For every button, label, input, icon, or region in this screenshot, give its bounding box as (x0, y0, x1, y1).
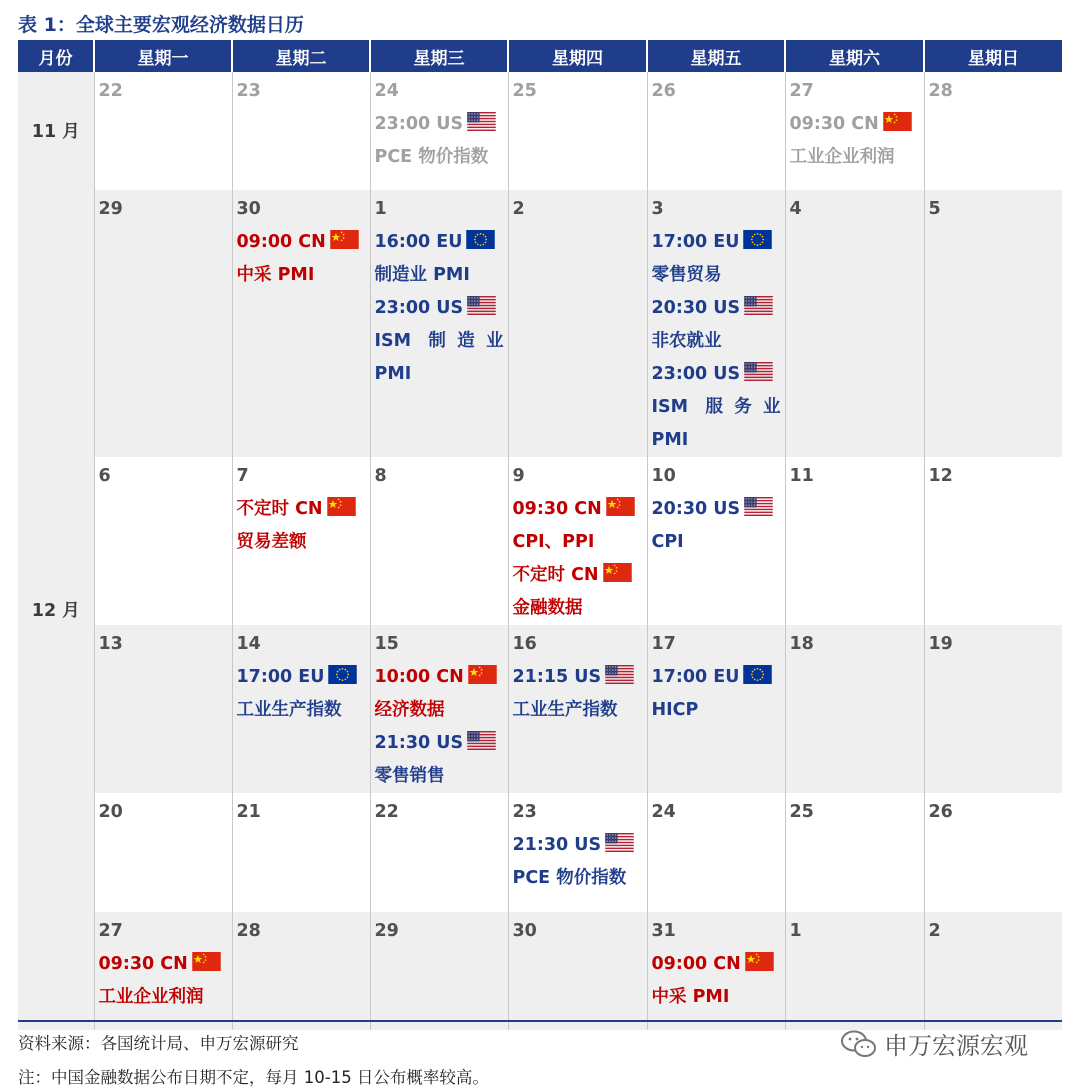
event-name: 工业生产指数 (512, 700, 618, 720)
event-time (652, 358, 781, 391)
day-number: 18 (789, 634, 814, 654)
day-number: 2 (512, 199, 525, 219)
day-number: 23 (236, 81, 261, 101)
week-row (18, 912, 1062, 1030)
wechat-icon (840, 1029, 878, 1059)
day-cell (94, 793, 232, 912)
watermark (840, 1026, 1028, 1061)
day-number: 12 (928, 466, 953, 486)
day-number: 30 (236, 199, 261, 219)
event-time (513, 493, 643, 526)
footnote: 注：中国金融数据公布日期不定，每月 10-15 日公布概率较高。 (18, 1068, 489, 1087)
event-name: PCE 物价指数 (374, 147, 489, 167)
day-number: 20 (98, 802, 123, 822)
day-cell (94, 912, 232, 1030)
day-number: 5 (928, 199, 941, 219)
event-name: 中采 PMI (651, 987, 730, 1007)
event-time-text: 17:00 EU (651, 232, 740, 252)
day-number: 16 (512, 634, 537, 654)
event-time (375, 108, 504, 141)
event-time-text: 17:00 EU (236, 667, 325, 687)
day-cell (232, 457, 370, 625)
week-row (18, 72, 1062, 190)
watermark-text: 申万宏源宏观 (884, 1032, 1028, 1060)
day-cell (94, 72, 232, 190)
day-number: 21 (236, 802, 261, 822)
source-note: 资料来源：各国统计局、申万宏源研究 (18, 1034, 299, 1053)
event-name: 经济数据 (374, 700, 445, 720)
day-cell (785, 793, 924, 912)
day-number: 22 (374, 802, 399, 822)
day-cell (508, 793, 647, 912)
event-time-text: 16:00 EU (374, 232, 463, 252)
day-number: 11 (789, 466, 814, 486)
event-name: 工业生产指数 (236, 700, 342, 720)
event-time-text: 09:30 CN (98, 954, 188, 974)
day-cell (232, 72, 370, 190)
cn-flag-icon (327, 497, 356, 516)
header-wed: 星期三 (370, 40, 508, 72)
day-cell (924, 625, 1062, 793)
eu-flag-icon (743, 230, 772, 249)
day-number: 27 (98, 921, 123, 941)
event-name: 工业企业利润 (789, 147, 895, 167)
us-flag-icon (467, 731, 496, 750)
day-number: 14 (236, 634, 261, 654)
eu-flag-icon (743, 665, 772, 684)
day-number: 28 (928, 81, 953, 101)
cn-flag-icon (603, 563, 632, 582)
event-time-text: 20:30 US (651, 499, 741, 519)
header-sat: 星期六 (785, 40, 924, 72)
day-cell (924, 457, 1062, 625)
day-cell (94, 457, 232, 625)
us-flag-icon (467, 112, 496, 131)
event-time-text: 09:30 CN (789, 114, 879, 134)
day-number: 15 (374, 634, 399, 654)
day-cell (508, 625, 647, 793)
cn-flag-icon (330, 230, 359, 249)
day-cell (785, 457, 924, 625)
week-row (18, 625, 1062, 793)
day-cell (647, 625, 785, 793)
event-name: PCE 物价指数 (512, 868, 627, 888)
day-cell (508, 457, 647, 625)
month-label-dec: 12 月 (18, 190, 94, 1030)
event-time (375, 727, 504, 760)
day-number: 25 (789, 802, 814, 822)
day-number: 1 (789, 921, 802, 941)
day-number: 26 (651, 81, 676, 101)
header-fri: 星期五 (647, 40, 785, 72)
day-number: 13 (98, 634, 123, 654)
event-time-text: 09:00 CN (651, 954, 741, 974)
event-time (513, 829, 643, 862)
cn-flag-icon (468, 665, 497, 684)
event-name: 贸易差额 (236, 532, 307, 552)
us-flag-icon (605, 833, 634, 852)
event-time (237, 226, 366, 259)
table-title: 表 1：全球主要宏观经济数据日历 (18, 14, 304, 36)
event-name: ISM 服务业 PMI (651, 397, 781, 450)
day-cell (232, 625, 370, 793)
header-sun: 星期日 (924, 40, 1062, 72)
cn-flag-icon (192, 952, 221, 971)
week-row (18, 457, 1062, 625)
event-name: 零售销售 (374, 766, 445, 786)
table-bottom-rule (18, 1020, 1062, 1022)
event-time-text: 不定时 CN (236, 499, 323, 519)
day-number: 19 (928, 634, 953, 654)
day-number: 25 (512, 81, 537, 101)
day-cell (647, 912, 785, 1030)
event-time-text: 23:00 US (374, 298, 464, 318)
event-time (513, 661, 643, 694)
week-row (18, 190, 1062, 457)
day-cell (924, 912, 1062, 1030)
event-time (652, 661, 781, 694)
day-cell (785, 625, 924, 793)
day-number: 10 (651, 466, 676, 486)
day-number: 6 (98, 466, 111, 486)
day-number: 29 (374, 921, 399, 941)
us-flag-icon (744, 497, 773, 516)
day-cell (370, 625, 508, 793)
event-time-text: 21:15 US (512, 667, 602, 687)
event-time (237, 493, 366, 526)
day-number: 4 (789, 199, 802, 219)
day-cell (508, 72, 647, 190)
day-number: 3 (651, 199, 664, 219)
day-cell (508, 912, 647, 1030)
day-cell (785, 72, 924, 190)
day-cell (232, 190, 370, 457)
eu-flag-icon (328, 665, 357, 684)
day-cell (785, 912, 924, 1030)
event-time-text: 09:00 CN (236, 232, 326, 252)
us-flag-icon (744, 362, 773, 381)
cn-flag-icon (745, 952, 774, 971)
day-cell (370, 72, 508, 190)
day-number: 8 (374, 466, 387, 486)
day-number: 1 (374, 199, 387, 219)
day-cell (94, 625, 232, 793)
day-number: 31 (651, 921, 676, 941)
day-cell (232, 793, 370, 912)
event-name: 制造业 PMI (374, 265, 470, 285)
event-name: CPI、PPI (512, 532, 595, 552)
day-number: 9 (512, 466, 525, 486)
eu-flag-icon (466, 230, 495, 249)
day-number: 29 (98, 199, 123, 219)
event-time (790, 108, 920, 141)
event-time (237, 661, 366, 694)
event-time (513, 559, 643, 592)
event-time-text: 09:30 CN (512, 499, 602, 519)
day-number: 28 (236, 921, 261, 941)
us-flag-icon (605, 665, 634, 684)
day-cell (647, 457, 785, 625)
event-name: 零售贸易 (651, 265, 722, 285)
month-label-nov: 11 月 (18, 72, 94, 190)
event-time (375, 226, 504, 259)
event-time-text: 17:00 EU (651, 667, 740, 687)
day-cell (232, 912, 370, 1030)
event-time-text: 21:30 US (512, 835, 602, 855)
day-cell (94, 190, 232, 457)
event-name: HICP (651, 700, 699, 720)
day-cell (370, 912, 508, 1030)
header-tue: 星期二 (232, 40, 370, 72)
event-name: 金融数据 (512, 598, 583, 618)
week-row (18, 793, 1062, 912)
event-time-text: 不定时 CN (512, 565, 599, 585)
us-flag-icon (467, 296, 496, 315)
day-cell (370, 793, 508, 912)
event-name: 非农就业 (651, 331, 722, 351)
event-name: ISM 制造业 PMI (374, 331, 504, 384)
us-flag-icon (744, 296, 773, 315)
day-number: 27 (789, 81, 814, 101)
day-cell (647, 72, 785, 190)
event-time-text: 21:30 US (374, 733, 464, 753)
event-time (652, 948, 781, 981)
day-number: 7 (236, 466, 249, 486)
event-name: CPI (651, 532, 684, 552)
header-row (18, 40, 1062, 72)
day-cell (508, 190, 647, 457)
event-name: 中采 PMI (236, 265, 315, 285)
event-time (652, 493, 781, 526)
day-cell (370, 190, 508, 457)
day-number: 23 (512, 802, 537, 822)
day-cell (785, 190, 924, 457)
day-cell (924, 190, 1062, 457)
day-cell (924, 793, 1062, 912)
day-cell (647, 190, 785, 457)
event-time-text: 10:00 CN (374, 667, 464, 687)
event-time (652, 226, 781, 259)
event-time-text: 20:30 US (651, 298, 741, 318)
day-number: 24 (651, 802, 676, 822)
event-time-text: 23:00 US (651, 364, 741, 384)
cn-flag-icon (883, 112, 912, 131)
day-number: 17 (651, 634, 676, 654)
event-time (99, 948, 228, 981)
day-number: 2 (928, 921, 941, 941)
header-thu: 星期四 (508, 40, 647, 72)
cn-flag-icon (606, 497, 635, 516)
header-mon: 星期一 (94, 40, 232, 72)
event-time (375, 292, 504, 325)
calendar-table (18, 40, 1062, 1030)
day-cell (370, 457, 508, 625)
day-cell (647, 793, 785, 912)
day-number: 26 (928, 802, 953, 822)
day-number: 22 (98, 81, 123, 101)
day-number: 24 (374, 81, 399, 101)
event-time (652, 292, 781, 325)
header-month: 月份 (18, 40, 94, 72)
event-time (375, 661, 504, 694)
day-number: 30 (512, 921, 537, 941)
event-time-text: 23:00 US (374, 114, 464, 134)
day-cell (924, 72, 1062, 190)
event-name: 工业企业利润 (98, 987, 204, 1007)
